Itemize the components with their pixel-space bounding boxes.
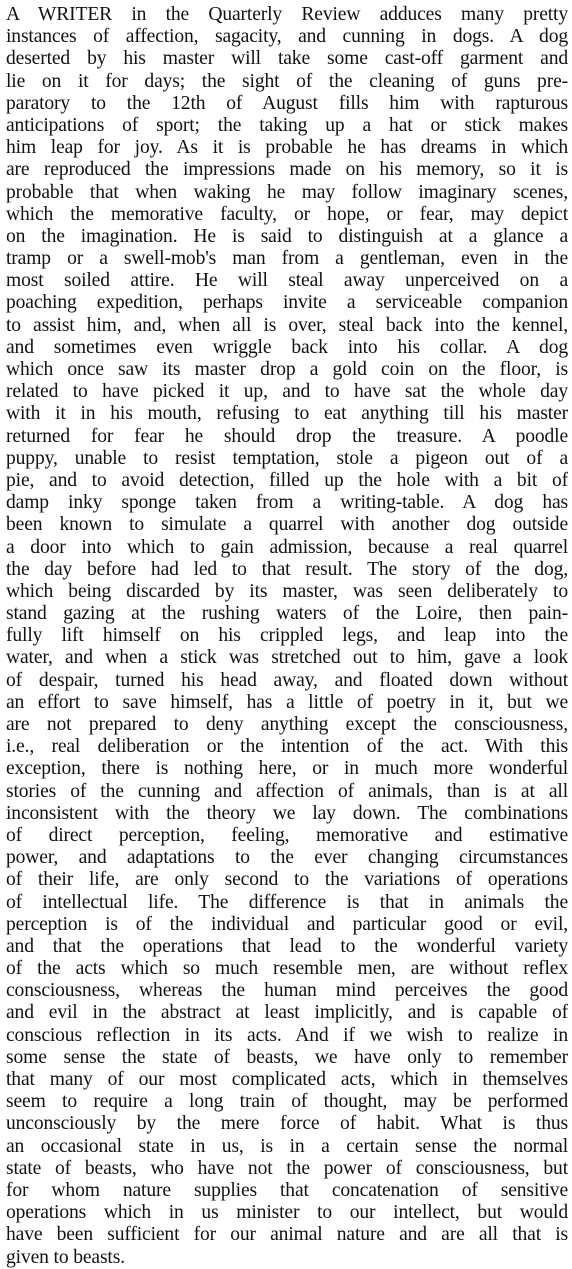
article-column (6, 4, 568, 1269)
article-line: state of beasts, who have not the power of consciousness, but (6, 1157, 568, 1179)
article-line: puppy, unable to resist temptation, stole a pigeon out of a (6, 447, 568, 469)
article-line: poaching expedition, perhaps invite a serviceable companion (6, 292, 568, 314)
article-line: returned for fear he should drop the treasure. A poodle (6, 425, 568, 447)
article-line: tramp or a swell-mob's man from a gentleman, even in the (6, 248, 568, 270)
article-line: paratory to the 12th of August fills him with rapturous (6, 92, 568, 114)
article-line: power, and adaptations to the ever changing circumstances (6, 847, 568, 869)
article-line: some sense the state of beasts, we have only to remember (6, 1046, 568, 1068)
article-line: and evil in the abstract at least implicitly, and is capable of (6, 1002, 568, 1024)
article-line: of direct perception, feeling, memorative and estimative (6, 824, 568, 846)
article-line: of the acts which so much resemble men, are without reflex (6, 958, 568, 980)
article-line: of their life, are only second to the variations of operations (6, 869, 568, 891)
article-line: that many of our most complicated acts, which in themselves (6, 1069, 568, 1090)
article-line: operations which in us minister to our intellect, but would (6, 1202, 568, 1224)
article-line: a door into which to gain admission, because a real quarrel (6, 536, 568, 558)
article-line: inconsistent with the theory we lay down. The combinations (6, 802, 568, 824)
article-line: anticipations of sport; the taking up a hat or stick makes (6, 114, 568, 136)
article-line: of intellectual life. The difference is that in animals the (6, 891, 568, 913)
article-line: to assist him, and, when all is over, steal back into the kennel, (6, 314, 568, 336)
article-line: given to beasts. (6, 1246, 125, 1268)
article-line: of despair, turned his head away, and floated down without (6, 669, 568, 691)
article-line: seem to require a long train of thought, may be performed (6, 1091, 568, 1113)
article-line: i.e., real deliberation or the intention of the act. With this (6, 736, 568, 758)
article-line: and sometimes even wriggle back into his collar. A dog (6, 336, 568, 358)
article-line: and that the operations that lead to the wonderful variety (6, 935, 568, 957)
article-line: consciousness, whereas the human mind perceives the good (6, 980, 568, 1002)
article-line: been known to simulate a quarrel with another dog outside (6, 514, 568, 536)
article-line: conscious reflection in its acts. And if we wish to realize in (6, 1024, 568, 1046)
article-line: instances of affection, sagacity, and cunning in dogs. A dog (6, 26, 568, 48)
article-line: deserted by his master will take some cast-off garment and (6, 48, 568, 70)
article-line: have been sufficient for our animal nature and are all that is (6, 1224, 568, 1246)
article-line: most soiled attire. He will steal away unperceived on a (6, 270, 568, 292)
article-line: unconsciously by the mere force of habit. What is thus (6, 1113, 568, 1135)
article-line: are not prepared to deny anything except the consciousness, (6, 714, 568, 735)
article-line: which being discarded by its master, was seen deliberately to (6, 580, 568, 602)
article-line: fully lift himself on his crippled legs, and leap into the (6, 625, 568, 647)
article-line: for whom nature supplies that concatenation of sensitive (6, 1179, 568, 1201)
article-line: stories of the cunning and affection of animals, than is at all (6, 780, 568, 802)
article-line: pie, and to avoid detection, filled up the hole with a bit of (6, 469, 568, 491)
article-line: with it in his mouth, refusing to eat anything till his master (6, 403, 568, 425)
article-line: an occasional state in us, is in a certain sense the normal (6, 1135, 568, 1157)
article-line: perception is of the individual and particular good or evil, (6, 913, 568, 935)
article-line: exception, there is nothing here, or in much more wonderful (6, 758, 568, 780)
article-line: lie on it for days; the sight of the cleaning of guns pre- (6, 70, 568, 92)
article-line: probable that when waking he may follow imaginary scenes, (6, 181, 568, 203)
article-line: an effort to save himself, has a little of poetry in it, but we (6, 691, 568, 713)
article-line: which once saw its master drop a gold coin on the floor, is (6, 359, 568, 380)
article-line: which the memorative faculty, or hope, or fear, may depict (6, 203, 568, 225)
article-line: stand gazing at the rushing waters of the Loire, then pain- (6, 603, 568, 625)
article-line: on the imagination. He is said to distinguish at a glance a (6, 225, 568, 247)
article-line: damp inky sponge taken from a writing-table. A dog has (6, 492, 568, 514)
article-line: related to have picked it up, and to have sat the whole day (6, 381, 568, 403)
article-line: water, and when a stick was stretched out to him, gave a look (6, 647, 568, 669)
article-line: him leap for joy. As it is probable he has dreams in which (6, 137, 568, 159)
article-line: the day before had led to that result. The story of the dog, (6, 558, 568, 580)
article-line: are reproduced the impressions made on his memory, so it is (6, 159, 568, 181)
article-line: A WRITER in the Quarterly Review adduces many pretty (6, 4, 568, 25)
